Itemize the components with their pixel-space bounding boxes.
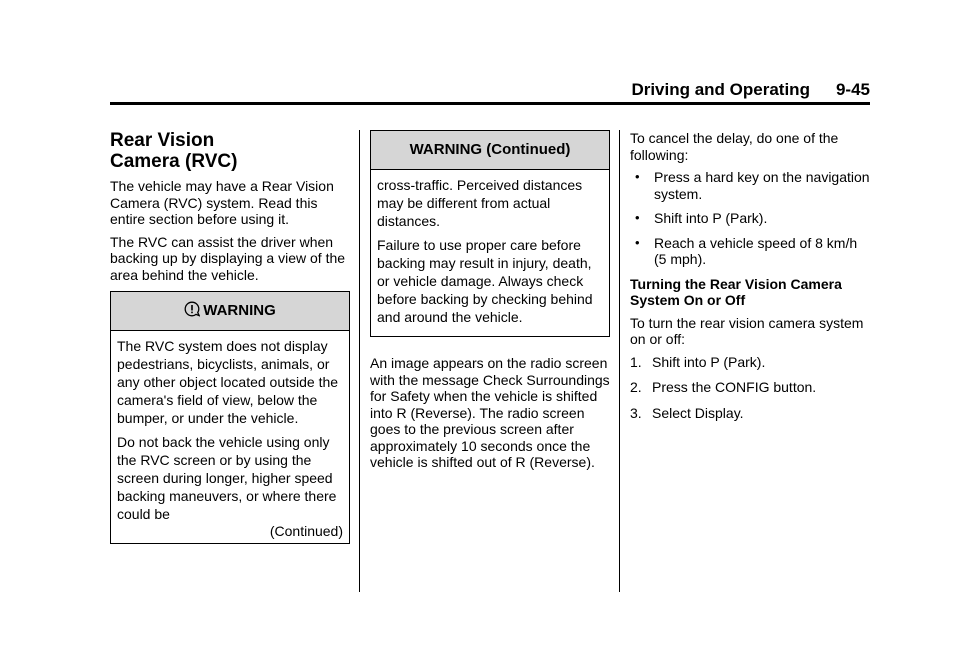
list-item: 3. Select Display. — [630, 404, 744, 421]
page-number: 9-45 — [835, 80, 870, 99]
column-2 — [370, 130, 610, 477]
section-title: Driving and Operating — [631, 80, 810, 99]
intro-paragraph: To cancel the delay, do one of the following: — [630, 130, 839, 163]
subheading: Turning the Rear Vision Camera System On or Off — [630, 275, 842, 308]
column-3 — [630, 130, 870, 430]
continued-label: (Continued) — [269, 523, 343, 539]
column-divider — [359, 130, 360, 592]
warning-icon — [184, 301, 200, 317]
warning-paragraph: Do not back the vehicle using only the RVC screen or by using the screen during longer, higher speed backing maneuvers, or where there could be — [117, 434, 337, 522]
description-paragraph: The RVC can assist the driver when backing up by displaying a view of the area behind the vehicle. — [110, 233, 346, 283]
warning-header: WARNING (Continued) — [371, 131, 609, 170]
bullet-list — [630, 169, 870, 268]
section-heading: Rear Vision Camera (RVC) — [110, 130, 238, 172]
warning-box-continued — [370, 130, 610, 337]
body-paragraph: An image appears on the radio screen with the message Check Surroundings for Safety when the vehicle is shifted into R (Reverse). The radio screen goes to the previous screen after approximately 10 seconds once the vehicle is shifted out of R (Reverse). — [370, 355, 610, 470]
header-rule — [110, 102, 870, 105]
warning-box — [110, 291, 350, 544]
warning-header — [111, 292, 349, 331]
step-list — [630, 354, 870, 422]
list-item: • Press a hard key on the navigation system. — [630, 169, 870, 202]
list-item: 1. Shift into P (Park). — [630, 353, 766, 370]
page-header — [110, 80, 870, 100]
warning-paragraph: The RVC system does not display pedestrians, bicyclists, animals, or any other object located outside the camera's field of view, below the bumper, or under the vehicle. — [117, 338, 339, 426]
list-item: 2. Press the CONFIG button. — [630, 379, 817, 395]
warning-title: WARNING — [203, 302, 276, 319]
body-paragraph: To turn the rear vision camera system on or off: — [630, 314, 864, 347]
warning-paragraph: cross-traffic. Perceived distances may be different from actual distances. — [377, 177, 583, 229]
warning-paragraph: Failure to use proper care before backing may result in injury, death, or vehicle damage. Always check before backing by checking behind and around the vehicle. — [377, 237, 593, 325]
column-divider — [619, 130, 620, 592]
intro-paragraph: The vehicle may have a Rear Vision Camera (RVC) system. Read this entire section before using it. — [110, 178, 334, 227]
list-item: • Reach a vehicle speed of 8 km/h (5 mph). — [630, 235, 870, 268]
list-item: • Shift into P (Park). — [630, 210, 870, 227]
column-1 — [110, 130, 350, 544]
